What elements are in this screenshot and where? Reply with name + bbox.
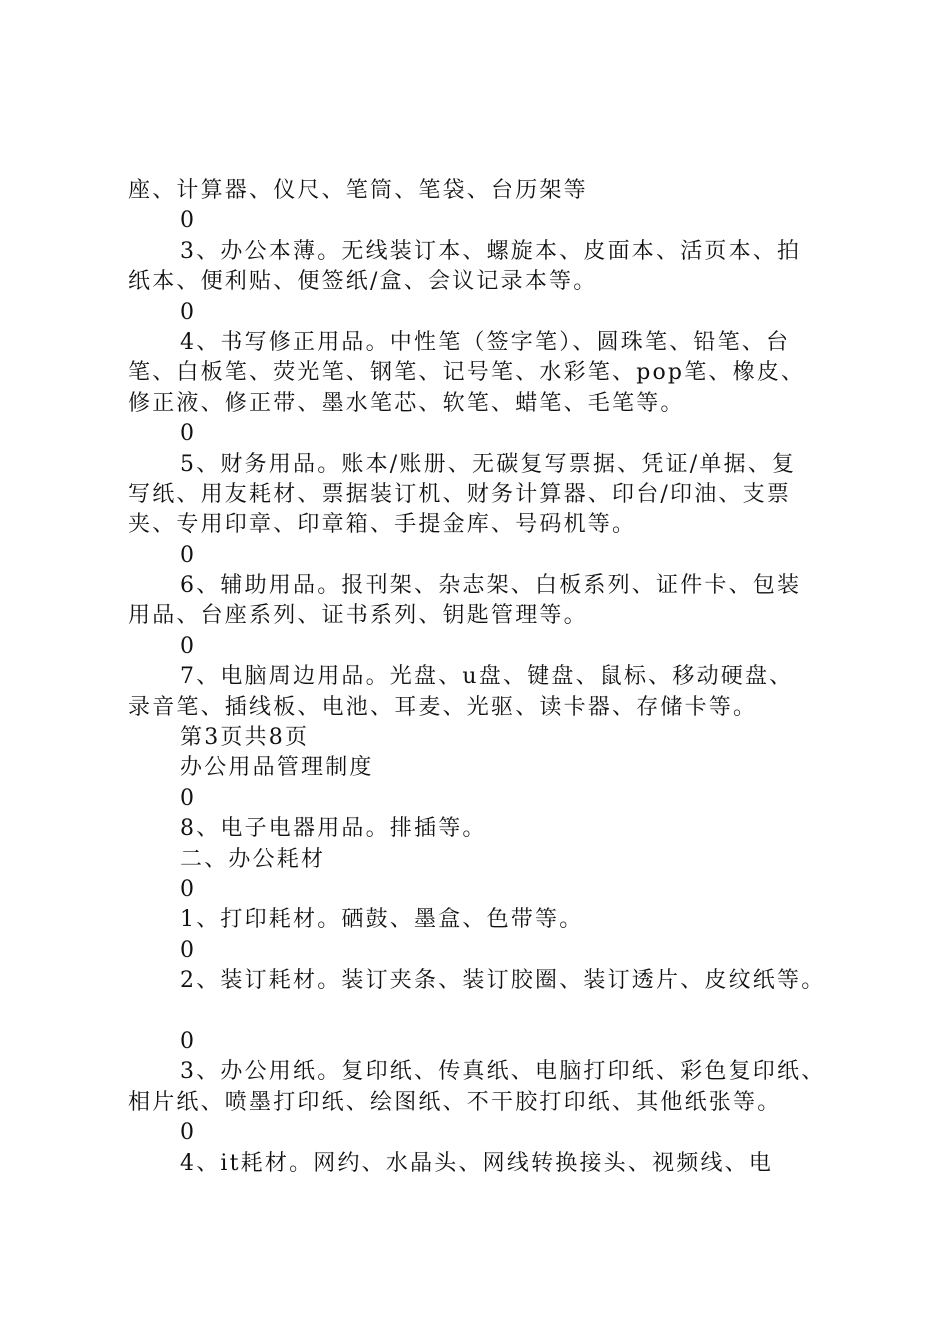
running-header: 办公用品管理制度: [180, 755, 374, 781]
text-line: 2、装订耗材。装订夹条、装订胶圈、装订透片、皮纹纸等。: [180, 968, 826, 994]
text-line: 0: [180, 937, 197, 963]
text-line: 0: [180, 785, 197, 811]
text-line: 0: [180, 1028, 197, 1054]
text-line: 8、电子电器用品。排插等。: [180, 816, 487, 842]
text-line: 0: [180, 633, 197, 659]
text-line: 0: [180, 876, 197, 902]
text-line: 7、电脑周边用品。光盘、u盘、键盘、鼠标、移动硬盘、: [180, 664, 794, 690]
document-body: [128, 176, 840, 1179]
text-line: 录音笔、插线板、电池、耳麦、光驱、读卡器、存储卡等。: [128, 694, 758, 720]
text-line: 6、辅助用品。报刊架、杂志架、白板系列、证件卡、包装: [180, 573, 802, 599]
text-line: 3、办公本薄。无线装订本、螺旋本、皮面本、活页本、拍: [180, 238, 802, 264]
text-line: 0: [180, 208, 197, 234]
text-line: 纸本、便利贴、便签纸/盒、会议记录本等。: [128, 269, 598, 295]
text-line: 5、财务用品。账本/账册、无碳复写票据、凭证/单据、复: [180, 451, 797, 477]
text-line: 笔、白板笔、荧光笔、钢笔、记号笔、水彩笔、pop笔、橡皮、: [128, 360, 806, 386]
text-line: 4、it耗材。网约、水晶头、网线转换接头、视频线、电: [180, 1150, 774, 1176]
text-line: 0: [180, 421, 197, 447]
text-line: 0: [180, 542, 197, 568]
text-line: 0: [180, 1120, 197, 1146]
blank-line: [128, 997, 840, 1027]
text-line: 夹、专用印章、印章箱、手提金库、号码机等。: [128, 512, 637, 538]
text-line: 3、办公用纸。复印纸、传真纸、电脑打印纸、彩色复印纸、: [180, 1059, 826, 1085]
text-line: 0: [180, 299, 197, 325]
text-line: 相片纸、喷墨打印纸、绘图纸、不干胶打印纸、其他纸张等。: [128, 1089, 782, 1115]
text-line: 座、计算器、仪尺、笔筒、笔袋、台历架等: [128, 178, 588, 203]
text-line: 用品、台座系列、证书系列、钥匙管理等。: [128, 603, 588, 629]
page-number: 第3页共8页: [180, 725, 310, 751]
text-line: 4、书写修正用品。中性笔（签字笔）、圆珠笔、铅笔、台: [180, 329, 791, 355]
text-line: 写纸、用友耗材、票据装订机、财务计算器、印台/印油、支票: [128, 481, 792, 507]
text-line: 1、打印耗材。硒鼓、墨盒、色带等。: [180, 907, 584, 933]
text-line: 修正液、修正带、墨水笔芯、软笔、蜡笔、毛笔等。: [128, 390, 685, 416]
section-heading: 二、办公耗材: [180, 846, 326, 872]
